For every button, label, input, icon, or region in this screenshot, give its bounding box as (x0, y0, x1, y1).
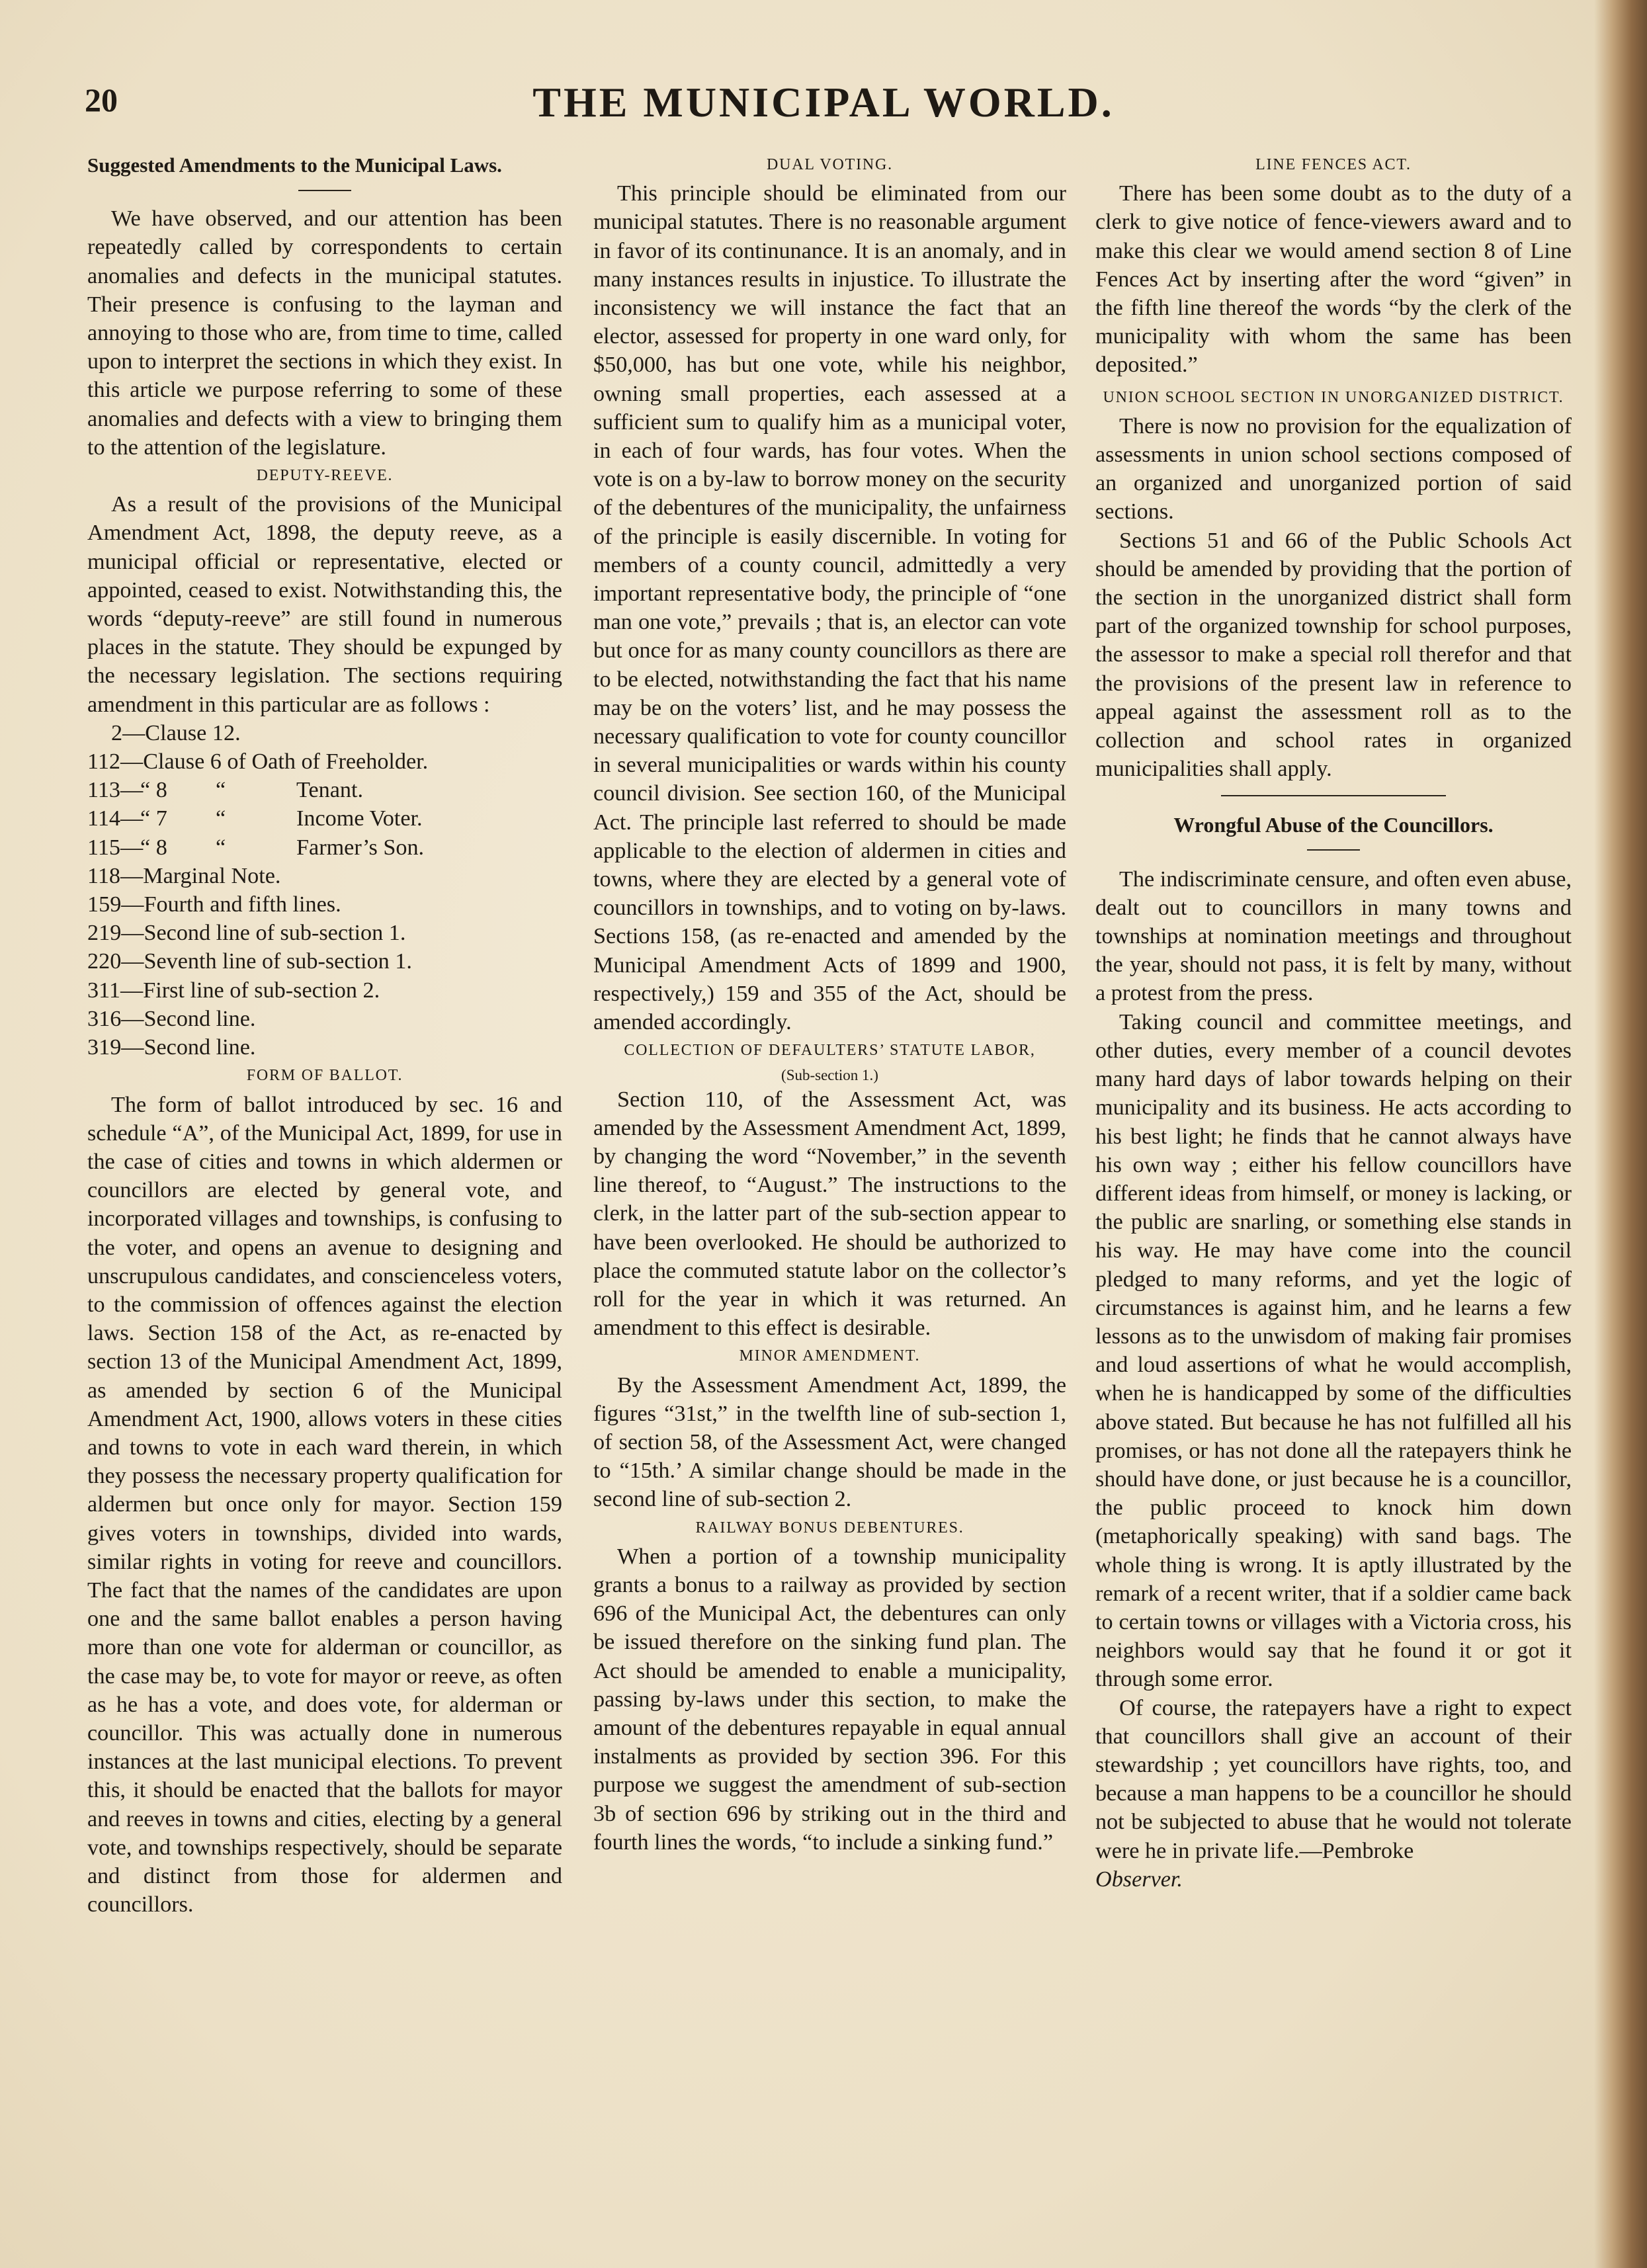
list-item: 114—“ 7 “ Income Voter. (87, 806, 423, 831)
list-item: 219—Second line of sub-section 1. (87, 921, 406, 946)
sections-list (87, 719, 562, 1062)
list-item: 220—Seventh line of sub-section 1. (87, 949, 412, 974)
intro-paragraph: We have observed, and our attention has been repeatedly called by correspondents to certain anomalies and defects in the municipal statutes. Their presence is confusing to the layman and annoying to those who are, from time to time, called upon to interpret the sections in which they exist. In this article we purpose referring to some of these anomalies and defects with a view to bringing them to the attention of the legislature. (87, 206, 562, 460)
heading-collection: COLLECTION OF DEFAULTERS’ STATUTE LABOR, (624, 1042, 1036, 1060)
deputy-reeve-paragraph: As a result of the provisions of the Municipal Amendment Act, 1898, the deputy reeve, as a municipal official or representative, elected or appointed, ceased to exist. Notwithstanding this, the words “deputy-reeve” are still found in numerous places in the statute. They should be expunged by the necessary legislation. The sections requiring amendment in this particular are as follows : (87, 492, 562, 717)
article-title-amendments: Suggested Amendments to the Municipal Laws. (87, 153, 502, 177)
heading-union-school: UNION SCHOOL SECTION IN UNORGANIZED DISTRICT. (1103, 388, 1564, 406)
subheading-collection: (Sub-section 1.) (781, 1066, 878, 1083)
source-credit: Observer. (1095, 1867, 1183, 1892)
list-item: 115—“ 8 “ Farmer’s Son. (87, 835, 425, 860)
column-1 (87, 151, 562, 1919)
list-item: 159—Fourth and fifth lines. (87, 892, 341, 917)
heading-minor-amendment: MINOR AMENDMENT. (739, 1347, 921, 1365)
heading-deputy-reeve: DEPUTY-REEVE. (256, 467, 394, 485)
dual-voting-paragraph: This principle should be eliminated from our municipal statutes. There is no reasonable argument in favor of its continunance. It is an anomaly, and in many instances results in injustice. To illustrate the inconsistency we will instance the fact that an elector, assessed for property in one ward only, for $50,000, has but one vote, while his neighbor, owning small properties, each assessed at a sufficient sum to qualify him as a municipal voter, in each of four wards, has four votes. When the vote is on a by-law to borrow money on the security of the debentures of the municipality, the unfairness of the principle is easily discernible. In voting for members of a county council, admittedly a very important representative body, the principle of “one man one vote,” prevails ; that is, an elector can vote but once for as many county councillors as there are to be elected, notwithstanding the fact that his name may be on the voters’ list, and he may possess the necessary qualification to vote for county councillor in several municipalities or wards within his county council division. See section 160, of the Municipal Act. The principle last referred to should be made applicable to the election of aldermen in cities and towns, where they are elected by a general vote of councillors in townships, and to voting on by-laws. Sections 158, (as re-enacted and amended by the Municipal Amendment Acts of 1899 and 1900, respectively,) 159 and 355 of the Act, should be amended accordingly. (593, 181, 1066, 1035)
heading-line-fences: LINE FENCES ACT. (1255, 156, 1412, 173)
line-fences-paragraph: There has been some doubt as to the duty of a clerk to give notice of fence-viewers award and to make this clear we would amend section 8 of Line Fences Act by inserting after the word “given” in the fifth line thereof the words “by the clerk of the municipality with whom the same has been deposited.” (1095, 181, 1572, 378)
union-school-paragraph-1: There is now no provision for the equalization of assessments in union school sections composed of an organized and unorganized portion of said sections. (1095, 413, 1572, 525)
title-rule (298, 190, 351, 191)
heading-dual-voting: DUAL VOTING. (767, 156, 893, 173)
heading-railway-bonus: RAILWAY BONUS DEBENTURES. (695, 1519, 964, 1536)
article-title-wrongful-abuse: Wrongful Abuse of the Councillors. (1173, 813, 1494, 837)
heading-form-of-ballot: FORM OF BALLOT. (246, 1067, 403, 1085)
minor-amendment-paragraph: By the Assessment Amendment Act, 1899, the figures “31st,” in the twelfth line of sub-section 1, of section 58, of the Assessment Act, were changed to “15th.’ A similar change should be made in the second line of sub-section 2. (593, 1372, 1066, 1512)
form-of-ballot-paragraph: The form of ballot introduced by sec. 16 and schedule “A”, of the Municipal Act, 1899, for use in the case of cities and towns in which aldermen or councillors are elected by general vote, and incorporated villages and townships, is confusing to the voter, and opens an avenue to designing and unscrupulous candidates, and conscienceless voters, to the commission of offences against the election laws. Section 158 of the Act, as re-enacted by section 13 of the Municipal Amendment Act, 1899, as amended by section 6 of the Municipal Amendment Act, 1900, allows voters in these cities and towns to vote in each ward therein, in which they possess the necessary property qualification for aldermen but once only for mayor. Section 159 gives voters in townships, divided into wards, similar rights in voting for reeve and councillors. The fact that the names of the candidates are upon one and the same ballot enables a person having more than one vote for alderman or councillor, as the case may be, to vote for mayor or reeve, as often as he has a vote, and does vote, for alderman or councillor. This was actually done in numerous instances at the last municipal elections. To prevent this, it should be enacted that the ballots for mayor and reeves in towns and cities, electing by a general vote, and townships respectively, should be separate and distinct from those for aldermen and councillors. (87, 1092, 562, 1917)
list-item: 316—Second line. (87, 1006, 256, 1031)
list-item: 113—“ 8 “ Tenant. (87, 778, 364, 803)
wrongful-abuse-paragraph-3: Of course, the ratepayers have a right to expect that councillors shall give an account of their stewardship ; yet councillors have rights, too, and because a man happens to be a councillor he should not be subjected to abuse that he would not tolerate were he in private life.—Pembroke Observer. (1095, 1695, 1572, 1892)
page-edge-shadow (1594, 0, 1647, 2268)
page-number: 20 (85, 81, 118, 118)
column-3 (1095, 151, 1572, 1894)
list-item: 2—Clause 12. (111, 720, 241, 745)
wrongful-abuse-paragraph-2: Taking council and committee meetings, and other duties, every member of a council devotes many hard days of labor towards helping on their municipality and its business. He acts according to his best light; he finds that he cannot always have his own way ; either his fellow councillors have different ideas from himself, or money is lacking, or the public are snarling, or something else stands in his way. He may have come into the council pledged to many reforms, and yet the logic of circumstances is against him, and he learns a few lessons as to the unwisdom of making fair promises and loud assertions of what he would accomplish, when he is handicapped by some of the difficulties above stated. But because he has not fulfilled all his promises, or has not done all the ratepayers think he should have done, or just because he is a councillor, the public proceed to knock him down (metaphorically speaking) with sand bags. The whole thing is wrong. It is aptly illustrated by the remark of a recent writer, that if a soldier came back to certain towns or villages with a Victoria cross, his neighbors would say that he found it or got it through some error. (1095, 1009, 1572, 1692)
list-item: 319—Second line. (87, 1035, 256, 1060)
wrongful-abuse-paragraph-1: The indiscriminate censure, and often even abuse, dealt out to councillors in many towns and townships at nomination meetings and throughout the year, should not pass, it is felt by many, without a protest from the press. (1095, 866, 1572, 1006)
list-item: 112—Clause 6 of Oath of Freeholder. (87, 749, 429, 775)
collection-paragraph: Section 110, of the Assessment Act, was amended by the Assessment Amendment Act, 1899, by changing the word “November,” in the seventh line thereof, to “August.” The instructions to the clerk, in the latter part of the sub-section appear to have been overlooked. He should be authorized to place the commuted statute labor on the collector’s roll for the year in which it was returned. An amendment to this effect is desirable. (593, 1087, 1066, 1341)
list-item: 118—Marginal Note. (87, 863, 281, 888)
list-item: 311—First line of sub-section 2. (87, 978, 380, 1003)
column-2 (593, 151, 1066, 1857)
masthead-title: THE MUNICIPAL WORLD. (532, 79, 1115, 126)
union-school-paragraph-2: Sections 51 and 66 of the Public Schools Act should be amended by providing that the portion of the section in the unorganized district shall form part of the organized township for school purposes, the assessor to make a special roll therefor and that the provisions of the present law in reference to appeal against the assessment roll as to the collection and school rates in organized municipalities shall apply. (1095, 528, 1572, 782)
section-divider (1221, 795, 1446, 796)
railway-bonus-paragraph: When a portion of a township municipality grants a bonus to a railway as provided by section 696 of the Municipal Act, the debentures can only be issued therefore on the sinking fund plan. The Act should be amended to enable a municipality, passing by-laws under this section, to make the amount of the debentures repayable in equal annual instalments as provided by section 396. For this purpose we suggest the amendment of sub-section 3b of section 696 by striking out in the third and fourth lines the words, “to include a sinking fund.” (593, 1544, 1066, 1855)
title-rule (1307, 849, 1360, 851)
